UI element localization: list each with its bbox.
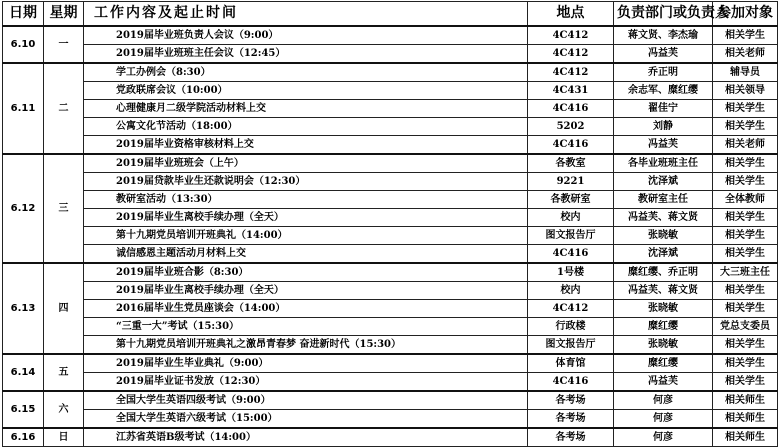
responsible-cell: 何彦 xyxy=(614,428,713,447)
location-cell: 4C412 xyxy=(528,300,614,318)
attendees-cell: 相关学生 xyxy=(713,282,778,300)
attendees-cell: 相关老师 xyxy=(713,136,778,155)
schedule-row xyxy=(3,26,778,45)
attendees-cell: 相关学生 xyxy=(713,154,778,173)
content-cell: 2019届毕业生离校手续办理（全天） xyxy=(84,209,528,227)
schedule-row xyxy=(3,82,778,100)
responsible-cell: 糜红缨、乔正明 xyxy=(614,263,713,282)
location-cell: 4C416 xyxy=(528,136,614,155)
schedule-row xyxy=(3,136,778,155)
attendees-cell: 相关领导 xyxy=(713,82,778,100)
responsible-cell: 冯益芙、蒋文贤 xyxy=(614,209,713,227)
responsible-cell: 何彦 xyxy=(614,410,713,429)
location-cell: 校内 xyxy=(528,209,614,227)
attendees-cell: 相关学生 xyxy=(713,173,778,191)
attendees-cell: 相关师生 xyxy=(713,391,778,410)
content-cell: 全国大学生英语六级考试（15:00） xyxy=(84,410,528,429)
schedule-row xyxy=(3,227,778,245)
location-cell: 体育馆 xyxy=(528,354,614,373)
schedule-row xyxy=(3,318,778,336)
attendees-cell: 全体教师 xyxy=(713,191,778,209)
header-date: 日期 xyxy=(3,2,44,27)
responsible-cell: 余志军、糜红缨 xyxy=(614,82,713,100)
schedule-row xyxy=(3,373,778,392)
location-cell: 校内 xyxy=(528,282,614,300)
responsible-cell: 冯益芙 xyxy=(614,373,713,392)
date-cell: 6.16 xyxy=(3,428,44,447)
responsible-cell: 何彦 xyxy=(614,391,713,410)
header-responsible: 负责部门或负责人 xyxy=(614,2,713,27)
header-weekday: 星期 xyxy=(44,2,84,27)
schedule-row xyxy=(3,118,778,136)
attendees-cell: 辅导员 xyxy=(713,63,778,82)
schedule-row xyxy=(3,191,778,209)
location-cell: 各教研室 xyxy=(528,191,614,209)
location-cell: 各考场 xyxy=(528,428,614,447)
responsible-cell: 乔正明 xyxy=(614,63,713,82)
content-cell: 诚信感恩主题活动月材料上交 xyxy=(84,245,528,264)
responsible-cell: 翟佳宁 xyxy=(614,100,713,118)
location-cell: 1号楼 xyxy=(528,263,614,282)
attendees-cell: 相关学生 xyxy=(713,227,778,245)
attendees-cell: 相关师生 xyxy=(713,428,778,447)
responsible-cell: 冯益芙 xyxy=(614,45,713,64)
location-cell: 行政楼 xyxy=(528,318,614,336)
date-cell: 6.10 xyxy=(3,26,44,63)
schedule-row xyxy=(3,245,778,264)
location-cell: 4C412 xyxy=(528,26,614,45)
content-cell: 2019届毕业生离校手续办理（全天） xyxy=(84,282,528,300)
attendees-cell: 相关学生 xyxy=(713,300,778,318)
responsible-cell: 张晓敏 xyxy=(614,336,713,355)
content-cell: “三重一大”考试（15:30） xyxy=(84,318,528,336)
attendees-cell: 相关学生 xyxy=(713,373,778,392)
responsible-cell: 冯益芙、蒋文贤 xyxy=(614,282,713,300)
weekday-cell: 三 xyxy=(44,154,84,263)
attendees-cell: 相关学生 xyxy=(713,100,778,118)
header-row xyxy=(3,2,778,27)
schedule-row xyxy=(3,100,778,118)
responsible-cell: 冯益芙 xyxy=(614,136,713,155)
schedule-row xyxy=(3,428,778,447)
location-cell: 图文报告厅 xyxy=(528,227,614,245)
content-cell: 学工办例会（8:30） xyxy=(84,63,528,82)
schedule-row xyxy=(3,354,778,373)
responsible-cell: 教研室主任 xyxy=(614,191,713,209)
content-cell: 2019届毕业班班会（上午） xyxy=(84,154,528,173)
schedule-row xyxy=(3,282,778,300)
date-cell: 6.15 xyxy=(3,391,44,428)
content-cell: 第十九期党员培训开班典礼（14:00） xyxy=(84,227,528,245)
date-cell: 6.13 xyxy=(3,263,44,354)
weekday-cell: 二 xyxy=(44,63,84,154)
schedule-row xyxy=(3,410,778,429)
location-cell: 4C416 xyxy=(528,373,614,392)
date-cell: 6.11 xyxy=(3,63,44,154)
responsible-cell: 张晓敏 xyxy=(614,300,713,318)
attendees-cell: 相关师生 xyxy=(713,410,778,429)
attendees-cell: 相关学生 xyxy=(713,336,778,355)
location-cell: 各考场 xyxy=(528,391,614,410)
schedule-table xyxy=(2,1,778,447)
schedule-row xyxy=(3,263,778,282)
weekday-cell: 六 xyxy=(44,391,84,428)
responsible-cell: 糜红缨 xyxy=(614,318,713,336)
header-content: 工作内容及起止时间 xyxy=(84,2,528,27)
date-cell: 6.14 xyxy=(3,354,44,391)
weekday-cell: 一 xyxy=(44,26,84,63)
location-cell: 4C416 xyxy=(528,245,614,264)
schedule-row xyxy=(3,173,778,191)
schedule-row xyxy=(3,45,778,64)
weekday-cell: 日 xyxy=(44,428,84,447)
content-cell: 2019届毕业生毕业典礼（9:00） xyxy=(84,354,528,373)
content-cell: 2019届毕业班合影（8:30） xyxy=(84,263,528,282)
content-cell: 党政联席会议（10:00） xyxy=(84,82,528,100)
content-cell: 2016届毕业生党员座谈会（14:00） xyxy=(84,300,528,318)
content-cell: 2019届毕业证书发放（12:30） xyxy=(84,373,528,392)
location-cell: 4C412 xyxy=(528,63,614,82)
weekday-cell: 四 xyxy=(44,263,84,354)
content-cell: 2019届贷款毕业生还款说明会（12:30） xyxy=(84,173,528,191)
schedule-row xyxy=(3,300,778,318)
content-cell: 全国大学生英语四级考试（9:00） xyxy=(84,391,528,410)
content-cell: 2019届毕业班负责人会议（9:00） xyxy=(84,26,528,45)
attendees-cell: 党总支委员 xyxy=(713,318,778,336)
location-cell: 4C412 xyxy=(528,45,614,64)
schedule-row xyxy=(3,336,778,355)
attendees-cell: 相关学生 xyxy=(713,245,778,264)
schedule-body xyxy=(3,26,778,447)
attendees-cell: 相关学生 xyxy=(713,118,778,136)
content-cell: 2019届毕业资格审核材料上交 xyxy=(84,136,528,155)
location-cell: 4C431 xyxy=(528,82,614,100)
location-cell: 图文报告厅 xyxy=(528,336,614,355)
responsible-cell: 糜红缨 xyxy=(614,354,713,373)
schedule-row xyxy=(3,391,778,410)
schedule-row xyxy=(3,63,778,82)
responsible-cell: 各毕业班班主任 xyxy=(614,154,713,173)
responsible-cell: 沈泽斌 xyxy=(614,173,713,191)
header-location: 地点 xyxy=(528,2,614,27)
responsible-cell: 张晓敏 xyxy=(614,227,713,245)
attendees-cell: 大三班主任 xyxy=(713,263,778,282)
location-cell: 各教室 xyxy=(528,154,614,173)
weekday-cell: 五 xyxy=(44,354,84,391)
date-cell: 6.12 xyxy=(3,154,44,263)
header-attendees: 参加对象 xyxy=(713,2,778,27)
attendees-cell: 相关学生 xyxy=(713,26,778,45)
responsible-cell: 刘静 xyxy=(614,118,713,136)
schedule-row xyxy=(3,209,778,227)
location-cell: 4C416 xyxy=(528,100,614,118)
schedule-row xyxy=(3,154,778,173)
location-cell: 各考场 xyxy=(528,410,614,429)
content-cell: 心理健康月二级学院活动材料上交 xyxy=(84,100,528,118)
content-cell: 教研室活动（13:30） xyxy=(84,191,528,209)
content-cell: 2019届毕业班班主任会议（12:45） xyxy=(84,45,528,64)
location-cell: 5202 xyxy=(528,118,614,136)
content-cell: 江苏省英语B级考试（14:00） xyxy=(84,428,528,447)
content-cell: 第十九期党员培训开班典礼之激昂青春梦 奋进新时代（15:30） xyxy=(84,336,528,355)
location-cell: 9221 xyxy=(528,173,614,191)
attendees-cell: 相关学生 xyxy=(713,354,778,373)
attendees-cell: 相关学生 xyxy=(713,209,778,227)
responsible-cell: 蒋文贤、李杰瑜 xyxy=(614,26,713,45)
attendees-cell: 相关老师 xyxy=(713,45,778,64)
content-cell: 公寓文化节活动（18:00） xyxy=(84,118,528,136)
responsible-cell: 沈泽斌 xyxy=(614,245,713,264)
